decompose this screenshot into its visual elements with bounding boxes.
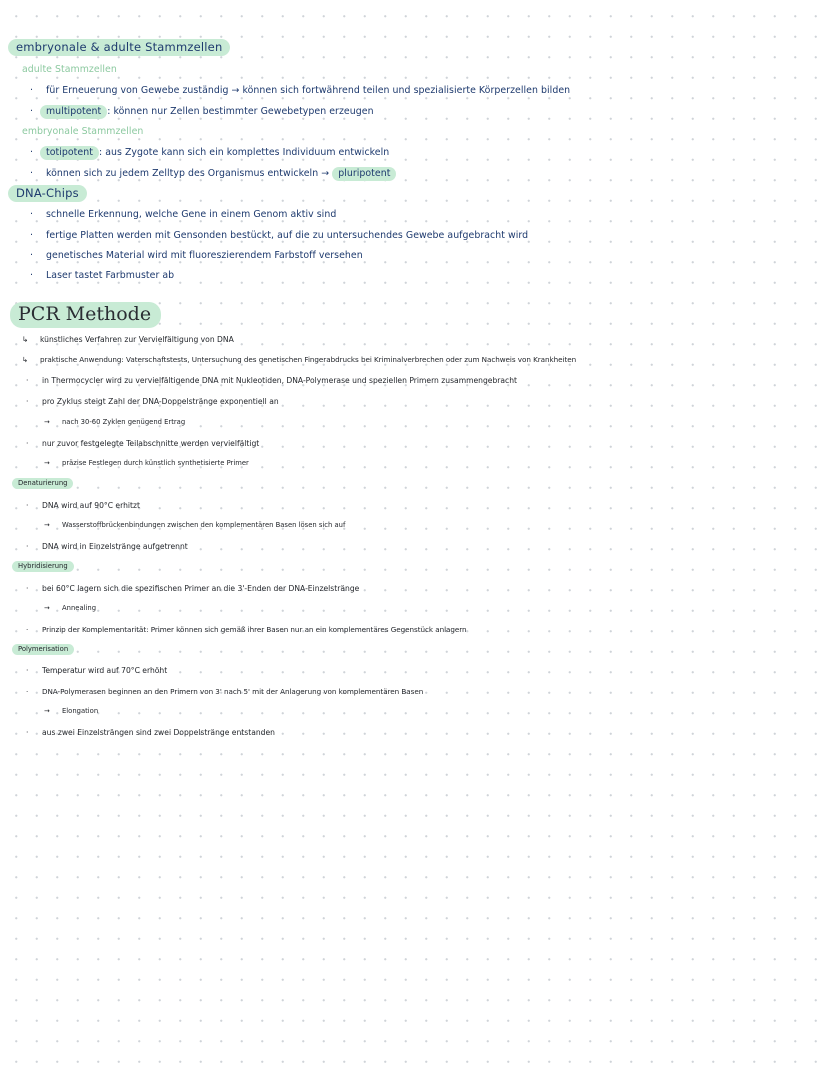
point-text: in Thermocycler wird zu vervielfältigende DNA mit Nukleotiden, DNA-Polymerase und speziellen Primern zusammengebracht xyxy=(42,376,518,385)
denat-point-2 xyxy=(26,543,188,551)
arrow-icon: ↳ xyxy=(22,335,29,344)
hybrid-point-1 xyxy=(26,585,359,593)
heading-text: DNA-Chips xyxy=(16,186,79,200)
point-text: Prinzip der Komplementarität: Primer können sich gemäß ihrer Basen nur an ein komplementäres Gegenstück anlagern xyxy=(42,625,467,634)
arrow-icon: → xyxy=(44,521,50,529)
pcr-point-5a xyxy=(44,460,249,467)
arrow-icon: ↳ xyxy=(22,355,28,364)
bullet-text: schnelle Erkennung, welche Gene in einem Genom aktiv sind xyxy=(46,209,337,220)
arrow-icon: → xyxy=(44,604,50,612)
bullet-dot: · xyxy=(26,687,29,696)
bullet-adulte-2 xyxy=(30,107,374,116)
pcr-point-4a xyxy=(44,419,185,426)
subheading-adulte: adulte Stammzellen xyxy=(22,64,117,75)
pcr-point-1 xyxy=(22,336,234,344)
bullet-chips-1 xyxy=(30,210,336,219)
heading-polymerisation xyxy=(18,646,74,653)
point-text: nach 30-60 Zyklen genügend Ertrag xyxy=(62,418,186,426)
keyword-totipotent: totipotent xyxy=(40,146,99,160)
poly-point-3 xyxy=(26,729,275,737)
hybrid-point-2 xyxy=(26,626,467,633)
point-text: Annealing xyxy=(62,604,97,612)
arrow-icon: → xyxy=(44,707,50,715)
heading-hybridisierung xyxy=(18,563,74,570)
point-text: praktische Anwendung: Vaterschaftstests, Untersuchung des genetischen Fingerabdrucks bei Kriminalverbrechen oder zum Nachweis von Krankheiten xyxy=(40,355,577,364)
poly-point-2a xyxy=(44,708,98,715)
denat-point-1a xyxy=(44,522,345,529)
bullet-dot: · xyxy=(30,85,34,96)
bullet-dot: · xyxy=(26,584,29,593)
keyword-multipotent: multipotent xyxy=(40,105,107,119)
bullet-text: : können nur Zellen bestimmter Gewebetypen erzeugen xyxy=(107,106,374,117)
poly-point-1 xyxy=(26,667,167,675)
point-text: Elongation xyxy=(62,707,99,715)
point-text: künstliches Verfahren zur Vervielfältigung von DNA xyxy=(40,335,234,344)
bullet-text: : aus Zygote kann sich ein komplettes Individuum entwickeln xyxy=(98,147,390,158)
heading-dna-chips xyxy=(16,188,87,200)
bullet-text: genetisches Material wird mit fluoreszierendem Farbstoff versehen xyxy=(46,250,363,261)
bullet-embryo-1 xyxy=(30,148,389,157)
point-text: Wasserstoffbrückenbindungen zwischen den komplementären Basen lösen sich auf xyxy=(62,521,346,529)
pcr-point-4 xyxy=(26,398,279,406)
point-text: DNA wird auf 90°C erhitzt xyxy=(42,501,140,510)
bullet-dot: · xyxy=(26,439,29,448)
bullet-dot: · xyxy=(30,106,34,117)
heading-stammzellen xyxy=(16,42,230,54)
bullet-dot: · xyxy=(30,168,34,179)
bullet-text: fertige Platten werden mit Gensonden bestückt, auf die zu untersuchendes Gewebe aufgebracht wird xyxy=(46,230,529,241)
heading-highlight xyxy=(8,185,87,202)
bullet-dot: · xyxy=(30,209,34,220)
point-text: aus zwei Einzelsträngen sind zwei Doppelstränge entstanden xyxy=(42,728,275,737)
subheading-embryonale: embryonale Stammzellen xyxy=(22,126,144,137)
bullet-adulte-1 xyxy=(30,86,570,95)
bullet-dot: · xyxy=(26,728,29,737)
arrow-icon: → xyxy=(44,459,50,467)
point-text: DNA-Polymerasen beginnen an den Primern von 3' nach 5' mit der Anlagerung von komplementären Basen xyxy=(42,687,424,696)
bullet-dot: · xyxy=(30,147,34,158)
heading-pcr-methode: PCR Methode xyxy=(10,302,161,328)
poly-point-2 xyxy=(26,688,423,695)
heading-text: Hybridisierung xyxy=(12,561,74,572)
heading-text: Denaturierung xyxy=(12,478,73,489)
bullet-chips-4 xyxy=(30,271,174,280)
bullet-dot: · xyxy=(26,666,29,675)
point-text: pro Zyklus steigt Zahl der DNA-Doppelstränge exponentiell an xyxy=(42,397,279,406)
bullet-dot: · xyxy=(30,250,34,261)
bullet-text: für Erneuerung von Gewebe zuständig → können sich fortwährend teilen und spezialisierte Körperzellen bilden xyxy=(46,85,571,96)
denat-point-1 xyxy=(26,502,140,510)
point-text: präzise Festlegen durch künstlich synthetisierte Primer xyxy=(62,459,249,467)
bullet-dot: · xyxy=(26,501,29,510)
hybrid-point-1a xyxy=(44,605,96,612)
point-text: bei 60°C lagern sich die spezifischen Primer an die 3'-Enden der DNA-Einzelstränge xyxy=(42,584,360,593)
heading-highlight xyxy=(8,39,230,56)
arrow-icon: → xyxy=(44,418,50,426)
bullet-chips-2 xyxy=(30,231,528,240)
bullet-dot: · xyxy=(30,230,34,241)
keyword-pluripotent: pluripotent xyxy=(332,167,396,181)
bullet-text: Laser tastet Farbmuster ab xyxy=(46,270,175,281)
bullet-dot: · xyxy=(26,397,29,406)
pcr-point-2 xyxy=(22,356,576,363)
point-text: nur zuvor festgelegte Teilabschnitte werden vervielfältigt xyxy=(42,439,260,448)
bullet-text: können sich zu jedem Zelltyp des Organismus entwickeln → xyxy=(46,168,330,179)
point-text: DNA wird in Einzelstränge aufgetrennt xyxy=(42,542,188,551)
pcr-point-5 xyxy=(26,440,259,448)
pcr-point-3 xyxy=(26,377,517,385)
bullet-dot: · xyxy=(26,542,29,551)
bullet-dot: · xyxy=(30,270,34,281)
heading-text: Polymerisation xyxy=(12,644,74,655)
point-text: Temperatur wird auf 70°C erhöht xyxy=(42,666,168,675)
bullet-dot: · xyxy=(26,625,29,634)
bullet-embryo-2 xyxy=(30,169,396,178)
bullet-chips-3 xyxy=(30,251,363,260)
bullet-dot: · xyxy=(26,376,29,385)
heading-text: embryonale & adulte Stammzellen xyxy=(16,40,223,54)
heading-denaturierung xyxy=(18,480,73,487)
